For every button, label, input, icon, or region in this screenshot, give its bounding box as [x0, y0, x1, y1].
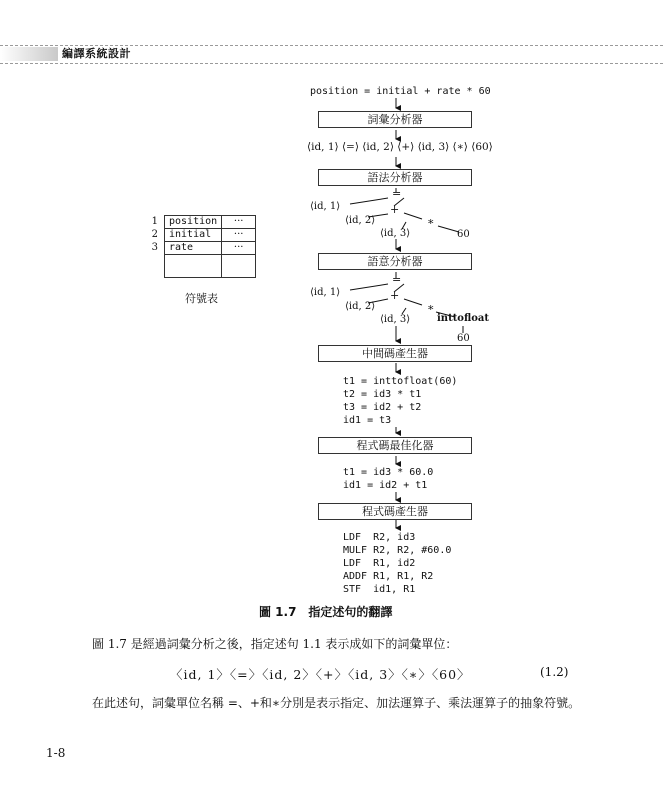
tree2-id2: ⟨id, 2⟩ [345, 301, 376, 312]
equation-number: (1.2) [540, 665, 569, 679]
row-attr: ··· [222, 229, 256, 242]
row-name: initial [165, 229, 222, 242]
table-row-empty [146, 255, 256, 278]
tree2-conv: inttofloat [437, 313, 490, 324]
tree1-num: 60 [457, 229, 470, 240]
icg-box: 中間碼產生器 [318, 345, 472, 362]
row-index: 3 [151, 242, 158, 253]
paragraph-1: 圖 1.7 是經過詞彙分析之後，指定述句 1.1 表示成如下的詞彙單位： [92, 637, 458, 651]
asm-code: LDF R2, id3 MULF R2, R2, #60.0 LDF R1, id2 ADDF R1, R1, R2 STF id1, R1 [343, 532, 452, 595]
opt-code: t1 = id3 * 60.0 id1 = id2 + t1 [343, 467, 434, 491]
semantic-box: 語意分析器 [318, 253, 472, 270]
page-number: 1-8 [46, 746, 66, 760]
row-name: rate [165, 242, 222, 255]
tree1-id1: ⟨id, 1⟩ [310, 201, 341, 212]
tree2-times: ∗ [427, 301, 435, 314]
tree1-id2: ⟨id, 2⟩ [345, 215, 376, 226]
tree1-id3: ⟨id, 3⟩ [380, 228, 411, 239]
paragraph-2: 在此述句，詞彙單位名稱 =、+和∗分別是表示指定、加法運算子、乘法運算子的抽象符號。 [92, 696, 581, 710]
symbol-table-caption: 符號表 [185, 292, 218, 305]
source-statement: position = initial + rate * 60 [310, 86, 491, 97]
figure-caption: 圖 1.7 指定述句的翻譯 [259, 605, 393, 619]
tree2-plus: + [390, 289, 400, 302]
tree2-id1: ⟨id, 1⟩ [310, 287, 341, 298]
row-index: 2 [151, 229, 158, 240]
tree1-plus: + [390, 203, 400, 216]
table-row [146, 242, 256, 255]
table-row [146, 229, 256, 242]
icg-code: t1 = inttofloat(60) t2 = id3 * t1 t3 = id2 + t2 id1 = t3 [343, 376, 458, 426]
row-attr: ··· [222, 216, 256, 229]
header-title: 編譯系統設計 [62, 47, 131, 60]
row-attr: ··· [222, 242, 256, 255]
codegen-box: 程式碼產生器 [318, 503, 472, 520]
parser-box: 語法分析器 [318, 169, 472, 186]
token-formula: 〈id, 1〉〈=〉〈id, 2〉〈+〉〈id, 3〉〈∗〉〈60〉 [170, 667, 471, 682]
optimizer-box: 程式碼最佳化器 [318, 437, 472, 454]
row-name: position [165, 216, 222, 229]
tree1-times: ∗ [427, 215, 435, 228]
tree2-id3: ⟨id, 3⟩ [380, 314, 411, 325]
token-stream: ⟨id, 1⟩ ⟨=⟩ ⟨id, 2⟩ ⟨+⟩ ⟨id, 3⟩ ⟨∗⟩ ⟨60⟩ [307, 141, 493, 153]
lexer-box: 詞彙分析器 [318, 111, 472, 128]
row-index: 1 [151, 216, 158, 227]
table-row [146, 216, 256, 229]
tree1-assign: = [392, 187, 402, 200]
tree2-assign: = [392, 273, 402, 286]
tree2-num: 60 [457, 333, 470, 344]
symbol-table [146, 215, 256, 278]
